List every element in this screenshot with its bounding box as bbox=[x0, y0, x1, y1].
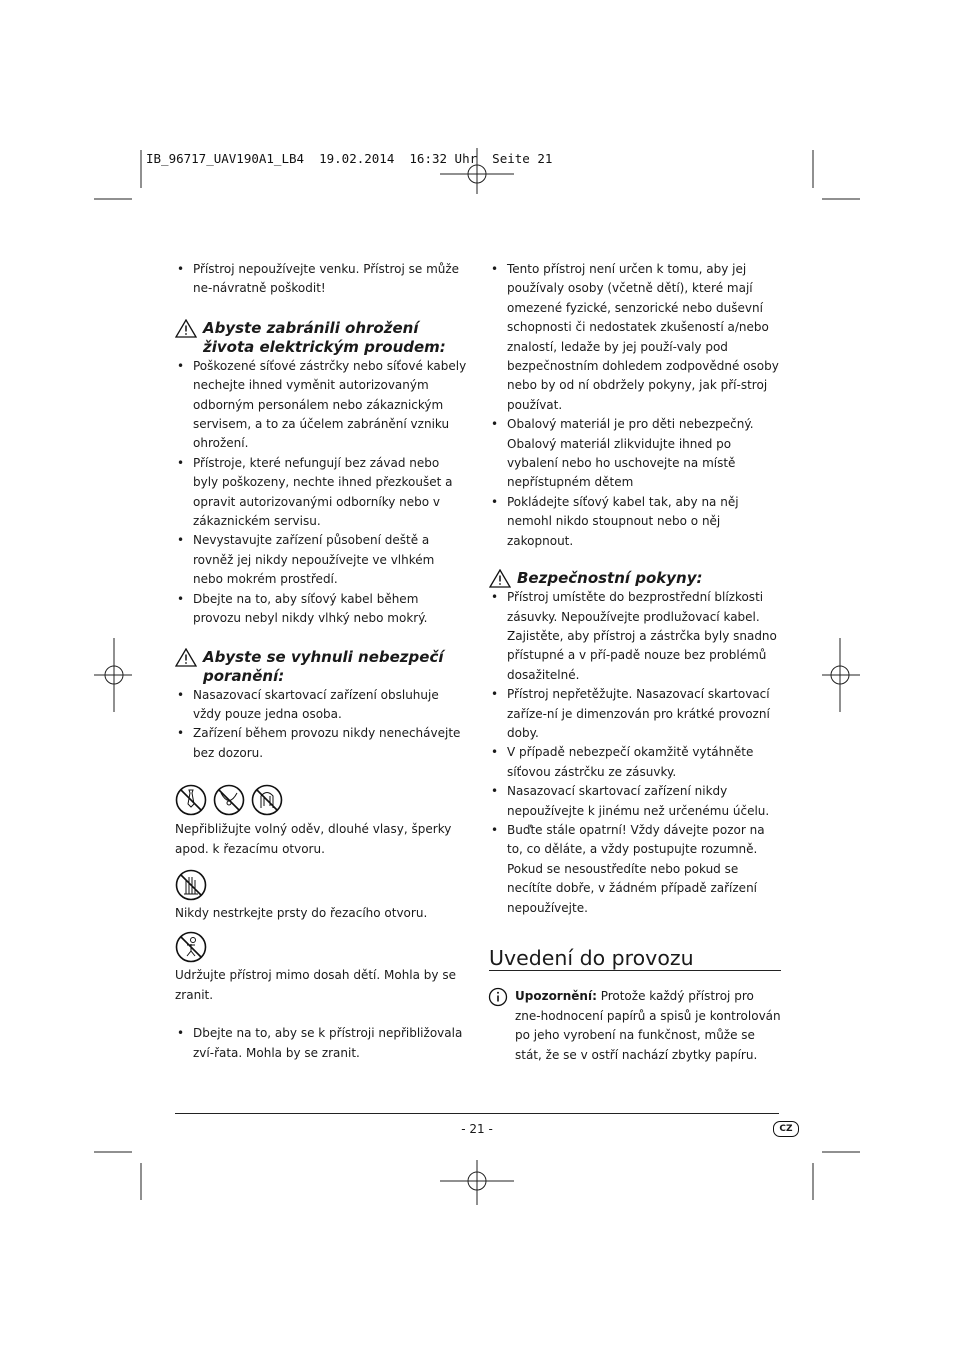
list-item: • Pokládejte síťový kabel tak, aby na něj nemohl nikdo stoupnout nebo o něj zakopnout. bbox=[489, 493, 781, 551]
usage-list bbox=[489, 260, 781, 551]
list-item: • Tento přístroj není určen k tomu, aby jej používaly osoby (včetně dětí), které mají omezené fyzické, senzorické nebo duševní schopnosti či nedostatek zkušeností a/nebo znalostí, ledaže by jej použí-valy pod bezpečnostním dohledem zodpovědné osoby nebo by od ní obdržely pokyny, jak pří-stroj používat. bbox=[489, 260, 781, 415]
list-item: • Nevystavujte zařízení působení deště a rovněž jej nikdy nepoužívejte ve vlhkém nebo mokrém prostředí. bbox=[175, 531, 467, 589]
page-number: - 21 - bbox=[461, 1122, 493, 1136]
notice-block bbox=[489, 987, 781, 1065]
list-item: • Nasazovací skartovací zařízení obsluhuje vždy pouze jedna osoba. bbox=[175, 686, 467, 725]
section-heading-safety: Bezpečnostní pokyny: bbox=[489, 569, 781, 588]
warning-icon bbox=[175, 648, 197, 667]
animals-list bbox=[175, 1024, 467, 1063]
notice-text bbox=[515, 987, 781, 1065]
list-item: • Přístroj nepřetěžujte. Nasazovací skartovací zaříze-ní je dimenzován pro krátké provozní doby. bbox=[489, 685, 781, 743]
safety-instructions-list bbox=[489, 588, 781, 918]
injury-safety-list bbox=[175, 686, 467, 764]
list-item: • Přístroje, které nefungují bez závad nebo byly poškozeny, nechte ihned přezkoušet a opravit autorizovanými odborníky nebo v zákaznickém servisu. bbox=[175, 454, 467, 532]
notice-body: Protože každý přístroj pro zne-hodnocení papírů a spisů je kontrolován po jeho vyrobení na funkčnost, může se stát, že se v ostří nachází zbytky papíru. bbox=[515, 989, 781, 1062]
no-fingers-icon bbox=[175, 869, 207, 901]
prohibition-symbols-row bbox=[175, 784, 467, 816]
list-item: • Buďte stále opatrní! Vždy dávejte pozor na to, co děláte, a vždy postupujte rozumně. Pokud se nesoustředíte nebo pokud se necítíte dobře, v žádném případě zařízení nepoužívejte. bbox=[489, 821, 781, 918]
list-item: • Dbejte na to, aby se k přístroji nepřibližovala zví-řata. Mohla by se zranit. bbox=[175, 1024, 467, 1063]
left-column bbox=[175, 260, 467, 1063]
list-item: • V případě nebezpečí okamžitě vytáhněte síťovou zástrčku ze zásuvky. bbox=[489, 743, 781, 782]
no-tie-icon bbox=[175, 784, 207, 816]
no-jewelry-icon bbox=[213, 784, 245, 816]
warning-icon bbox=[175, 319, 197, 338]
section-heading-electric: Abyste zabránili ohrožení života elektrickým proudem: bbox=[175, 319, 467, 357]
notice-label: Upozornění: bbox=[515, 989, 597, 1004]
intro-list bbox=[175, 260, 467, 299]
list-item: • Obalový materiál je pro děti nebezpečný. Obalový materiál zlikvidujte ihned po vybalení nebo ho uschovejte na místě nepřístupném dětem bbox=[489, 415, 781, 493]
list-item: • Přístroj umístěte do bezprostřední blízkosti zásuvky. Nepoužívejte prodlužovací kabel. Zajistěte, aby přístroj a zástrčka byly snadno přístupné a v pří-padě nouze bez problémů dosažitelné. bbox=[489, 588, 781, 685]
list-item: • Přístroj nepoužívejte venku. Přístroj se může ne-návratně poškodit! bbox=[175, 260, 467, 299]
list-item: • Zařízení během provozu nikdy nenechávejte bez dozoru. bbox=[175, 724, 467, 763]
country-badge: CZ bbox=[773, 1121, 799, 1137]
symbols-caption: Nepřibližujte volný oděv, dlouhé vlasy, šperky apod. k řezacímu otvoru. bbox=[175, 822, 452, 856]
print-slug-line: IB_96717_UAV190A1_LB4 19.02.2014 16:32 Uhr Seite 21 bbox=[146, 151, 553, 166]
footer-divider bbox=[175, 1113, 779, 1114]
right-column bbox=[489, 260, 781, 1065]
info-icon bbox=[488, 987, 508, 1007]
section-title-startup: Uvedení do provozu bbox=[489, 949, 781, 971]
no-long-hair-icon bbox=[251, 784, 283, 816]
electric-safety-list bbox=[175, 357, 467, 629]
list-item: • Poškozené síťové zástrčky nebo síťové kabely nechejte ihned vyměnit autorizovaným odborným personálem nebo zákaznickým servisem, a to za účelem zabránění vzniku ohrožení. bbox=[175, 357, 467, 454]
list-item: • Dbejte na to, aby síťový kabel během provozu nebyl nikdy vlhký nebo mokrý. bbox=[175, 590, 467, 629]
no-children-icon bbox=[175, 931, 207, 963]
fingers-caption: Nikdy nestrkejte prsty do řezacího otvoru. bbox=[175, 905, 428, 920]
list-item: • Nasazovací skartovací zařízení nikdy nepoužívejte k jinému než určenému účelu. bbox=[489, 782, 781, 821]
warning-icon bbox=[489, 569, 511, 588]
section-heading-injury: Abyste se vyhnuli nebezpečí poranění: bbox=[175, 648, 467, 686]
children-caption: Udržujte přístroj mimo dosah dětí. Mohla by se zranit. bbox=[175, 968, 456, 1002]
